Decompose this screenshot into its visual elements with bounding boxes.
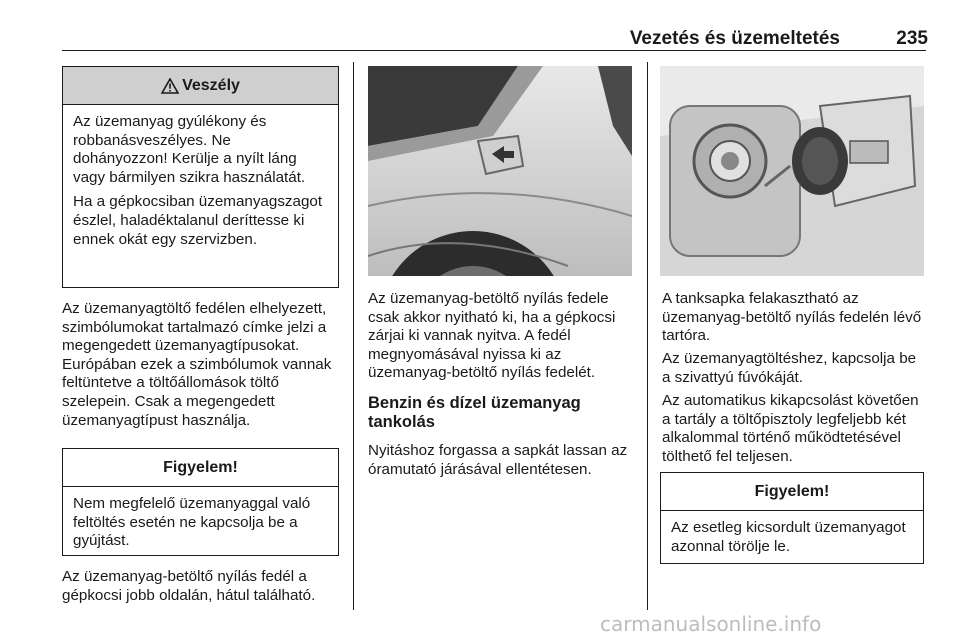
notice-title: Figyelem!	[163, 458, 238, 476]
auto-shutoff-paragraph: Az automatikus kikapcsolást követően a tartály a töltőpisztoly legfeljebb két alkalommal történő működtetésével tölthető fel teljesen.	[662, 392, 919, 465]
notice-box-spill	[660, 472, 924, 564]
danger-box-header	[63, 67, 338, 105]
column-divider-left	[353, 62, 354, 610]
watermark: carmanualsonline.info	[600, 612, 822, 636]
danger-box-body	[63, 105, 338, 257]
notice-title: Figyelem!	[754, 482, 830, 500]
fuel-cap-holder-photo	[660, 66, 924, 276]
page-number: 235	[896, 28, 928, 49]
pump-paragraph: Az üzemanyagtöltéshez, kapcsolja be a szivattyú fúvókáját.	[662, 350, 917, 386]
notice-text: Az esetleg kicsordult üzemanyagot azonnal törölje le.	[671, 519, 906, 555]
notice-box-body	[661, 511, 923, 564]
fuel-label-paragraph: Az üzemanyagtöltő fedélen elhelyezett, szimbólumokat tartalmazó címke jelzi a megengedett üzemanyagtípusokat. Európában ezek a szimbólumok vannak feltüntetve a töltőállomások töltő szelepein. Csak a megengedett üzemanyagtípust használja.	[62, 300, 332, 429]
fueling-subheading: Benzin és dízel üzemanyag tankolás	[368, 394, 581, 431]
notice-box-body	[63, 487, 338, 559]
notice-box-header	[63, 449, 338, 487]
flap-location-paragraph: Az üzemanyag-betöltő nyílás fedél a gépkocsi jobb oldalán, hátul található.	[62, 568, 316, 604]
column-divider-right	[647, 62, 648, 610]
danger-box-title: Veszély	[182, 76, 240, 94]
danger-text-1: Az üzemanyag gyúlékony és robbanásveszélyes. Ne dohányozzon! Kerülje a nyílt láng vagy bármilyen szikra használatát.	[73, 113, 306, 186]
notice-text: Nem megfelelő üzemanyaggal való feltöltés esetén ne kapcsolja be a gyújtást.	[73, 495, 311, 550]
cap-turning-paragraph: Nyitáshoz forgassa a sapkát lassan az óramutató járásával ellentétesen.	[368, 442, 628, 478]
running-header-title: Vezetés és üzemeltetés	[629, 28, 840, 49]
notice-box-header	[661, 473, 923, 511]
notice-box-ignition	[62, 448, 339, 556]
danger-text-2: Ha a gépkocsiban üzemanyagszagot észlel, haladéktalanul deríttesse ki ennek okát egy szervizben.	[73, 193, 323, 248]
danger-box	[62, 66, 339, 288]
flap-opening-paragraph: Az üzemanyag-betöltő nyílás fedele csak akkor nyitható ki, ha a gépkocsi zárjai ki vannak nyitva. A fedél megnyomásával nyissa ki az üzemanyag-betöltő nyílás fedelét.	[368, 290, 616, 382]
header-rule	[62, 50, 926, 51]
cap-holder-paragraph: A tanksapka felakasztható az üzemanyag-betöltő nyílás fedelén lévő tartóra.	[662, 290, 922, 345]
warning-triangle-icon	[161, 78, 179, 94]
fuel-filler-flap-photo	[368, 66, 632, 276]
